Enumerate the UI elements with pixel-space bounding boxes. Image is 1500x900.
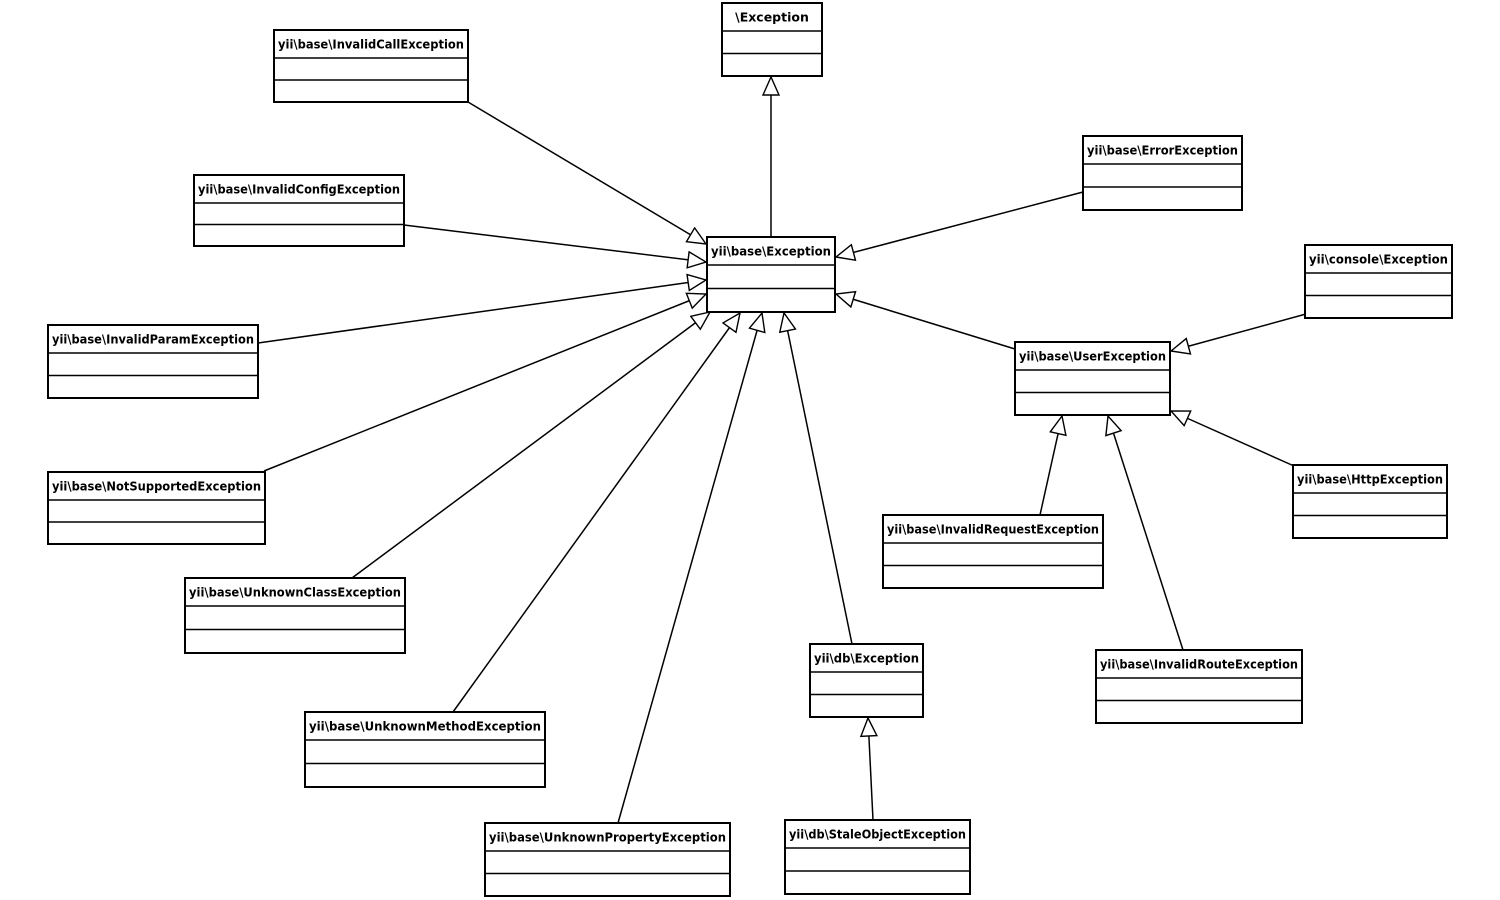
inheritance-edge-invalid-call-to-base-exception bbox=[468, 102, 706, 244]
class-stale-object bbox=[785, 820, 970, 894]
class-label-exception-root: \Exception bbox=[735, 9, 809, 25]
class-invalid-config bbox=[194, 175, 404, 246]
inheritance-edge-http-exception-to-user-exception bbox=[1171, 411, 1294, 466]
class-invalid-route bbox=[1096, 650, 1302, 723]
inheritance-edge-user-exception-to-base-exception bbox=[836, 294, 1015, 349]
class-label-stale-object: yii\db\StaleObjectException bbox=[789, 826, 966, 842]
inheritance-edge-invalid-request-to-user-exception bbox=[1040, 416, 1062, 515]
inheritance-edge-stale-object-to-db-exception bbox=[868, 718, 873, 820]
class-label-invalid-config: yii\base\InvalidConfigException bbox=[198, 181, 400, 197]
class-http-exception bbox=[1293, 465, 1447, 538]
class-label-db-exception: yii\db\Exception bbox=[814, 650, 919, 666]
class-base-exception bbox=[707, 237, 835, 312]
class-label-http-exception: yii\base\HttpException bbox=[1297, 471, 1443, 487]
class-unknown-class bbox=[185, 578, 405, 653]
class-invalid-request bbox=[883, 515, 1103, 588]
class-label-invalid-call: yii\base\InvalidCallException bbox=[278, 36, 464, 52]
class-label-invalid-route: yii\base\InvalidRouteException bbox=[1100, 656, 1298, 672]
inheritance-edge-console-exception-to-user-exception bbox=[1171, 314, 1306, 351]
class-label-unknown-class: yii\base\UnknownClassException bbox=[189, 584, 401, 600]
class-label-invalid-request: yii\base\InvalidRequestException bbox=[887, 521, 1099, 537]
class-exception-root bbox=[722, 3, 822, 76]
inheritance-edge-not-supported-to-base-exception bbox=[264, 294, 706, 471]
class-label-console-exception: yii\console\Exception bbox=[1309, 251, 1448, 267]
class-invalid-param bbox=[48, 325, 258, 398]
inheritance-edge-db-exception-to-base-exception bbox=[784, 313, 852, 644]
inheritance-edge-unknown-property-to-base-exception bbox=[618, 313, 762, 823]
class-label-unknown-property: yii\base\UnknownPropertyException bbox=[489, 829, 726, 845]
class-label-not-supported: yii\base\NotSupportedException bbox=[52, 478, 261, 494]
class-invalid-call bbox=[274, 30, 468, 102]
class-label-invalid-param: yii\base\InvalidParamException bbox=[52, 331, 254, 347]
class-label-base-exception: yii\base\Exception bbox=[711, 243, 831, 259]
inheritance-edge-invalid-param-to-base-exception bbox=[258, 280, 706, 343]
class-console-exception bbox=[1305, 245, 1452, 318]
inheritance-edge-unknown-class-to-base-exception bbox=[352, 312, 710, 578]
class-unknown-method bbox=[305, 712, 545, 787]
class-db-exception bbox=[810, 644, 923, 717]
class-not-supported bbox=[48, 472, 265, 544]
class-label-unknown-method: yii\base\UnknownMethodException bbox=[309, 718, 541, 734]
inheritance-edge-unknown-method-to-base-exception bbox=[453, 313, 740, 712]
class-unknown-property bbox=[485, 823, 730, 896]
inheritance-edge-invalid-route-to-user-exception bbox=[1108, 416, 1183, 650]
class-user-exception bbox=[1015, 342, 1170, 415]
class-label-error-exception: yii\base\ErrorException bbox=[1087, 142, 1238, 158]
class-label-user-exception: yii\base\UserException bbox=[1019, 348, 1166, 364]
inheritance-edge-invalid-config-to-base-exception bbox=[404, 225, 706, 262]
class-error-exception bbox=[1083, 136, 1242, 210]
inheritance-edge-error-exception-to-base-exception bbox=[836, 192, 1083, 257]
